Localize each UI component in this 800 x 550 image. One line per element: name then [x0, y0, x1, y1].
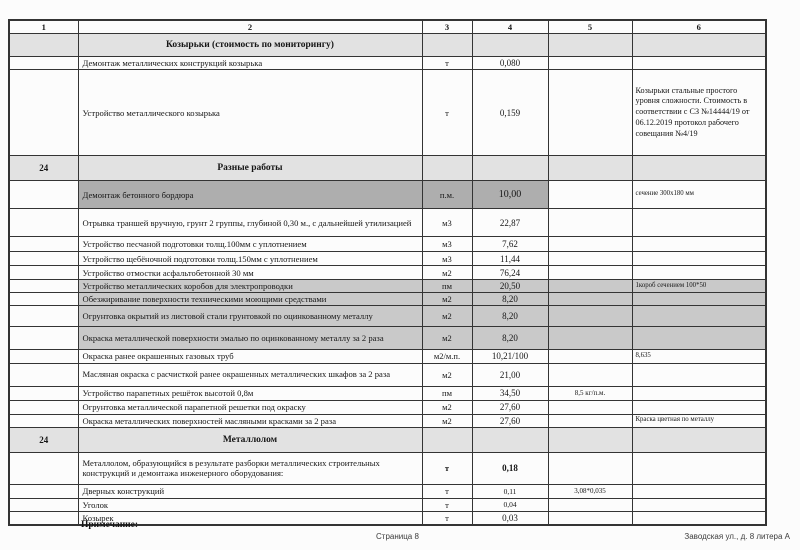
- row-number-cell: [9, 293, 78, 306]
- note-cell: Козырьки стальные простого уровня сложности. Стоимость в соответствии с СЗ №14444/19 от 06.12.2019 протокол рабочего совещания №4/19: [632, 70, 766, 156]
- description-cell: Устройство щебёночной подготовки толщ.150мм с уплотнением: [78, 252, 422, 266]
- section-title-cell: Металлолом: [78, 427, 422, 452]
- column-header-cell: 3: [422, 20, 472, 34]
- unit-cell: м3: [422, 252, 472, 266]
- table-row: [9, 70, 766, 156]
- quantity-cell: 34,50: [472, 386, 548, 400]
- empty-cell: [632, 427, 766, 452]
- row-number-cell: [9, 363, 78, 386]
- table-row: [9, 414, 766, 427]
- unit-cell: т: [422, 498, 472, 511]
- unit-cell: м2: [422, 327, 472, 350]
- quantity-cell: 11,44: [472, 252, 548, 266]
- row-number-cell: [9, 280, 78, 293]
- coefficient-cell: [548, 280, 632, 293]
- note-cell: [632, 386, 766, 400]
- empty-cell: [632, 34, 766, 57]
- note-label: Примечание:: [81, 520, 139, 530]
- coefficient-cell: [548, 327, 632, 350]
- description-cell: Огрунтовка окрытий из листовой стали грунтовкой по оцинкованному металлу: [78, 306, 422, 327]
- description-cell: Дверных конструкций: [78, 484, 422, 498]
- coefficient-cell: [548, 209, 632, 237]
- quantity-cell: 8,20: [472, 306, 548, 327]
- row-number-cell: [9, 511, 78, 525]
- unit-cell: т: [422, 452, 472, 484]
- table-row: [9, 327, 766, 350]
- coefficient-cell: [548, 363, 632, 386]
- quantity-cell: 0,04: [472, 498, 548, 511]
- row-number-cell: [9, 452, 78, 484]
- quantity-cell: 27,60: [472, 414, 548, 427]
- description-cell: Отрывка траншей вручную, грунт 2 группы, глубиной 0,30 м., с дальнейшей утилизацией: [78, 209, 422, 237]
- description-cell: Демонтаж металлических конструкций козырька: [78, 57, 422, 70]
- section-title-cell: Козырьки (стоимость по мониторингу): [78, 34, 422, 57]
- quantity-cell: 0,18: [472, 452, 548, 484]
- row-number-cell: [9, 57, 78, 70]
- coefficient-cell: [548, 70, 632, 156]
- description-cell: Уголок: [78, 498, 422, 511]
- column-header-cell: 4: [472, 20, 548, 34]
- unit-cell: т: [422, 484, 472, 498]
- note-cell: [632, 209, 766, 237]
- note-cell: [632, 293, 766, 306]
- empty-cell: [472, 156, 548, 181]
- description-cell: Огрунтовка металлической парапетной решетки под окраску: [78, 400, 422, 414]
- row-number-cell: [9, 252, 78, 266]
- note-cell: [632, 452, 766, 484]
- empty-cell: [548, 427, 632, 452]
- description-cell: Демонтаж бетонного бордюра: [78, 181, 422, 209]
- empty-cell: [472, 34, 548, 57]
- note-cell: [632, 252, 766, 266]
- row-number-cell: [9, 209, 78, 237]
- table-row: [9, 350, 766, 363]
- table-row: [9, 306, 766, 327]
- coefficient-cell: [548, 306, 632, 327]
- note-cell: [632, 498, 766, 511]
- description-cell: Окраска металлических поверхностей масляными красками за 2 раза: [78, 414, 422, 427]
- row-number-cell: [9, 400, 78, 414]
- column-header-cell: 2: [78, 20, 422, 34]
- table-row: [9, 266, 766, 280]
- coefficient-cell: [548, 350, 632, 363]
- section-row: [9, 427, 766, 452]
- quantity-cell: 0,159: [472, 70, 548, 156]
- unit-cell: пм: [422, 386, 472, 400]
- coefficient-cell: [548, 400, 632, 414]
- note-cell: [632, 266, 766, 280]
- row-number-cell: [9, 484, 78, 498]
- section-title-cell: Разные работы: [78, 156, 422, 181]
- note-cell: [632, 327, 766, 350]
- unit-cell: т: [422, 70, 472, 156]
- unit-cell: м2: [422, 400, 472, 414]
- column-header-cell: 5: [548, 20, 632, 34]
- quantity-cell: 27,60: [472, 400, 548, 414]
- unit-cell: м2: [422, 293, 472, 306]
- table-row: [9, 363, 766, 386]
- note-cell: Краска цветная по металлу: [632, 414, 766, 427]
- footer-address: Заводская ул., д. 8 литера А: [684, 532, 790, 541]
- empty-cell: [632, 156, 766, 181]
- row-number-cell: 24: [9, 427, 78, 452]
- column-header-row: [9, 20, 766, 34]
- table-row: [9, 237, 766, 252]
- table-row: [9, 181, 766, 209]
- coefficient-cell: [548, 414, 632, 427]
- table-row: [9, 57, 766, 70]
- quantity-cell: 20,50: [472, 280, 548, 293]
- empty-cell: [422, 34, 472, 57]
- unit-cell: м2/м.п.: [422, 350, 472, 363]
- description-cell: Устройство парапетных решёток высотой 0,8м: [78, 386, 422, 400]
- coefficient-cell: [548, 252, 632, 266]
- row-number-cell: 24: [9, 156, 78, 181]
- coefficient-cell: [548, 293, 632, 306]
- note-cell: сечение 300x180 мм: [632, 181, 766, 209]
- row-number-cell: [9, 498, 78, 511]
- description-cell: Козырек: [78, 511, 422, 525]
- coefficient-cell: [548, 452, 632, 484]
- row-number-cell: [9, 327, 78, 350]
- row-number-cell: [9, 70, 78, 156]
- note-cell: [632, 57, 766, 70]
- note-cell: [632, 363, 766, 386]
- quantity-cell: 21,00: [472, 363, 548, 386]
- footer-page-number: Страница 8: [376, 532, 419, 541]
- unit-cell: м2: [422, 414, 472, 427]
- row-number-cell: [9, 350, 78, 363]
- table-row: [9, 386, 766, 400]
- description-cell: Обезжиривание поверхности техническими моющими средствами: [78, 293, 422, 306]
- unit-cell: т: [422, 511, 472, 525]
- table-row: [9, 400, 766, 414]
- section-row: [9, 156, 766, 181]
- description-cell: Устройство отмостки асфальтобетонной 30 мм: [78, 266, 422, 280]
- estimate-table: [8, 19, 767, 526]
- coefficient-cell: 3,08*0,035: [548, 484, 632, 498]
- unit-cell: м3: [422, 237, 472, 252]
- note-cell: 8,635: [632, 350, 766, 363]
- row-number-cell: [9, 306, 78, 327]
- table-row: [9, 484, 766, 498]
- quantity-cell: 8,20: [472, 327, 548, 350]
- unit-cell: м2: [422, 266, 472, 280]
- unit-cell: т: [422, 57, 472, 70]
- unit-cell: м3: [422, 209, 472, 237]
- empty-cell: [548, 34, 632, 57]
- empty-cell: [548, 156, 632, 181]
- description-cell: Устройство металлического козырька: [78, 70, 422, 156]
- quantity-cell: 76,24: [472, 266, 548, 280]
- quantity-cell: 10,21/100: [472, 350, 548, 363]
- table-row: [9, 498, 766, 511]
- row-number-cell: [9, 237, 78, 252]
- quantity-cell: 0,03: [472, 511, 548, 525]
- quantity-cell: 8,20: [472, 293, 548, 306]
- note-cell: [632, 400, 766, 414]
- description-cell: Масляная окраска с расчисткой ранее окрашенных металлических шкафов за 2 раза: [78, 363, 422, 386]
- note-cell: 1короб сечением 100*50: [632, 280, 766, 293]
- unit-cell: п.м.: [422, 181, 472, 209]
- row-number-cell: [9, 386, 78, 400]
- coefficient-cell: [548, 181, 632, 209]
- table-row: [9, 293, 766, 306]
- description-cell: Окраска металлической поверхности эмалью по оцинкованному металлу за 2 раза: [78, 327, 422, 350]
- unit-cell: м2: [422, 306, 472, 327]
- coefficient-cell: 8,5 кг/п.м.: [548, 386, 632, 400]
- note-cell: [632, 306, 766, 327]
- estimate-table-body: [9, 20, 766, 525]
- coefficient-cell: [548, 266, 632, 280]
- description-cell: Металлолом, образующийся в результате разборки металлических строительных конструкций и демонтажа инженерного оборудования:: [78, 452, 422, 484]
- row-number-cell: [9, 34, 78, 57]
- empty-cell: [422, 427, 472, 452]
- coefficient-cell: [548, 498, 632, 511]
- quantity-cell: 7,62: [472, 237, 548, 252]
- row-number-cell: [9, 266, 78, 280]
- empty-cell: [422, 156, 472, 181]
- quantity-cell: 10,00: [472, 181, 548, 209]
- description-cell: Устройство песчаной подготовки толщ.100мм с уплотнением: [78, 237, 422, 252]
- empty-cell: [472, 427, 548, 452]
- quantity-cell: 22,87: [472, 209, 548, 237]
- description-cell: Окраска ранее окрашенных газовых труб: [78, 350, 422, 363]
- table-row: [9, 452, 766, 484]
- table-row: [9, 252, 766, 266]
- unit-cell: м2: [422, 363, 472, 386]
- coefficient-cell: [548, 57, 632, 70]
- row-number-cell: [9, 181, 78, 209]
- column-header-cell: 6: [632, 20, 766, 34]
- section-row: [9, 34, 766, 57]
- coefficient-cell: [548, 511, 632, 525]
- note-cell: [632, 484, 766, 498]
- coefficient-cell: [548, 237, 632, 252]
- quantity-cell: 0,080: [472, 57, 548, 70]
- note-cell: [632, 511, 766, 525]
- column-header-cell: 1: [9, 20, 78, 34]
- quantity-cell: 0,11: [472, 484, 548, 498]
- table-row: [9, 280, 766, 293]
- table-row: [9, 209, 766, 237]
- description-cell: Устройство металлических коробов для электропроводки: [78, 280, 422, 293]
- note-cell: [632, 237, 766, 252]
- row-number-cell: [9, 414, 78, 427]
- unit-cell: пм: [422, 280, 472, 293]
